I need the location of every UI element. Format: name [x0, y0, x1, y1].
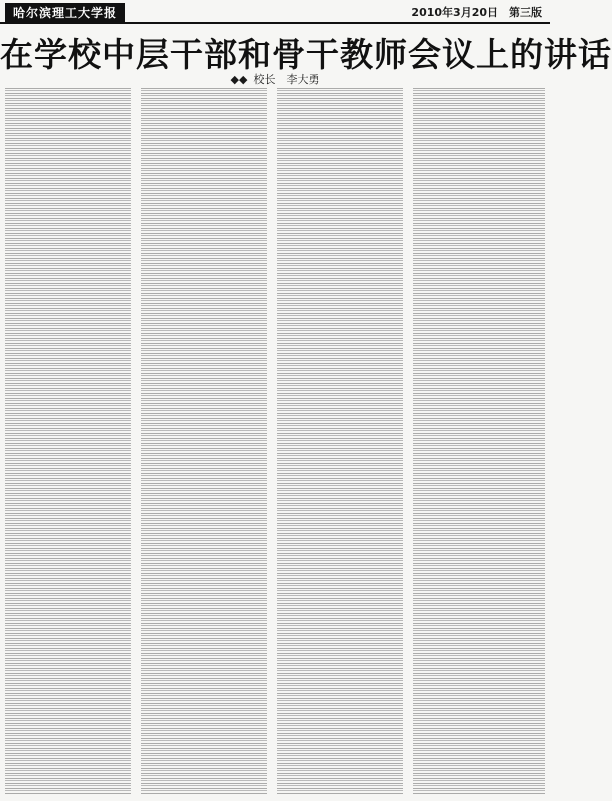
paper-name: 哈尔滨理工大学报 [5, 3, 125, 22]
article-headline: 在学校中层干部和骨干教师会议上的讲话 [0, 35, 612, 74]
byline-marks: ◆◆ [230, 73, 248, 86]
masthead [0, 0, 550, 24]
article-column-4 [413, 88, 545, 794]
article-column-1 [5, 88, 131, 794]
byline-author: 校长 李大勇 [253, 73, 320, 86]
article-body [5, 88, 545, 794]
article-column-3 [277, 88, 403, 794]
issue-date-page: 2010年3月20日 第三版 [411, 6, 542, 19]
article-column-2 [141, 88, 267, 794]
article-byline [0, 71, 550, 87]
